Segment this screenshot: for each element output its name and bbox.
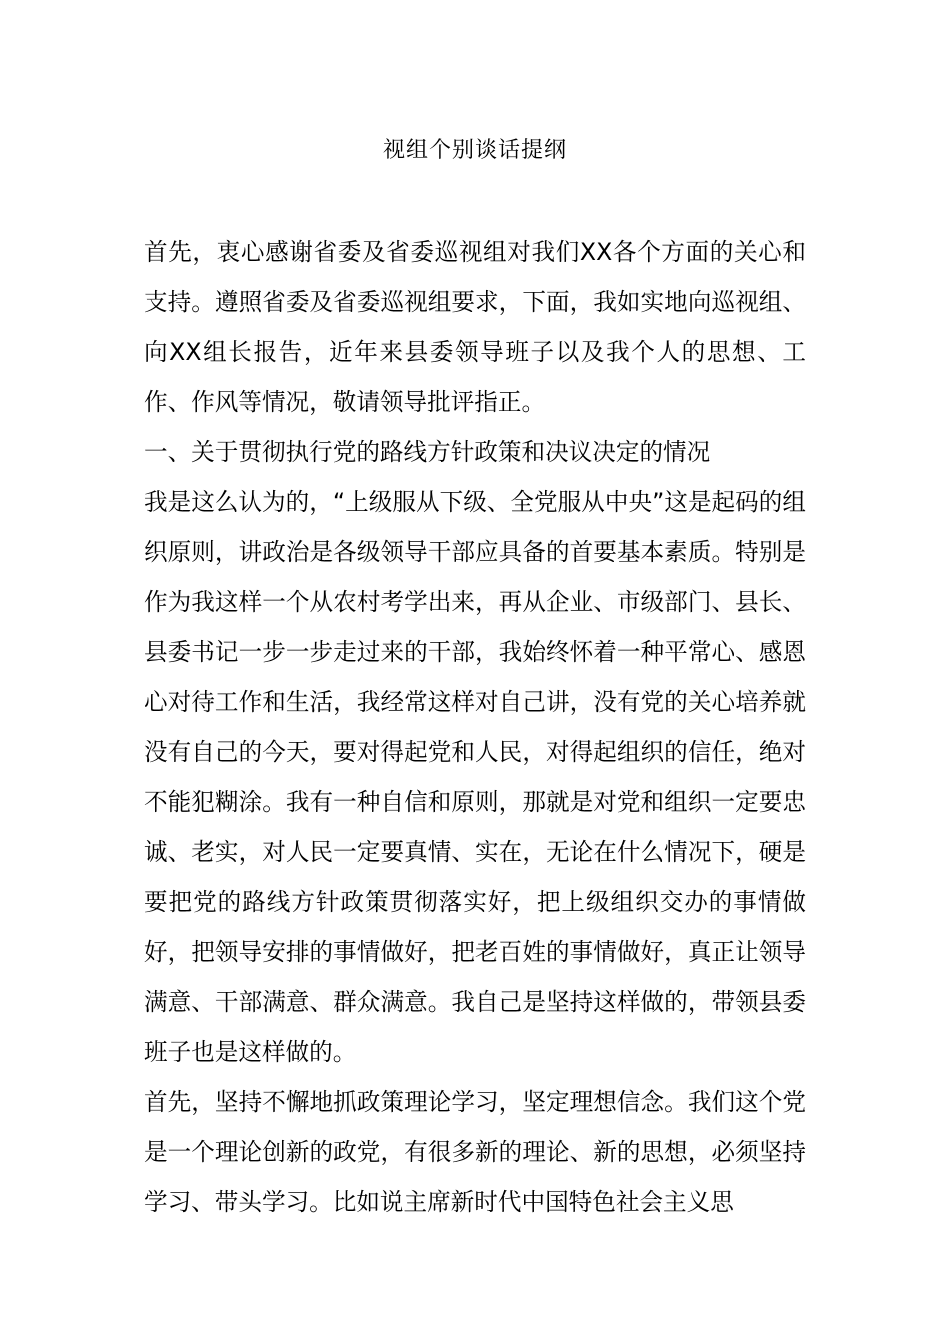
section-heading: 一、关于贯彻执行党的路线方针政策和决议决定的情况 — [144, 438, 711, 466]
paragraph-study: 首先，坚持不懈地抓政策理论学习，坚定理想信念。我们这个党是一个理论创新的政党，有很多新的理论、新的思想，必须坚持学习、带头学习。比如说主席新时代中国特色社会主义思 — [144, 1088, 806, 1216]
paragraph-intro: 首先，衷心感谢省委及省委巡视组对我们XX各个方面的关心和支持。遵照省委及省委巡视组要求，下面，我如实地向巡视组、向XX组长报告，近年来县委领导班子以及我个人的思想、工作、作风等情况，敬请领导批评指正。 — [144, 238, 806, 416]
paragraph-principles: 我是这么认为的，“上级服从下级、全党服从中央”这是起码的组织原则，讲政治是各级领导干部应具备的首要基本素质。特别是作为我这样一个从农村考学出来，再从企业、市级部门、县长、县委书记一步一步走过来的干部，我始终怀着一种平常心、感恩心对待工作和生活，我经常这样对自己讲，没有党的关心培养就没有自己的今天，要对得起党和人民，对得起组织的信任，绝对不能犯糊涂。我有一种自信和原则，那就是对党和组织一定要忠诚、老实，对人民一定要真情、实在，无论在什么情况下，硬是要把党的路线方针政策贯彻落实好，把上级组织交办的事情做好，把领导安排的事情做好，把老百姓的事情做好，真正让领导满意、干部满意、群众满意。我自己是坚持这样做的，带领县委班子也是这样做的。 — [144, 488, 806, 1066]
document-title: 视组个别谈话提纲 — [382, 138, 567, 163]
document-body — [144, 227, 806, 1227]
